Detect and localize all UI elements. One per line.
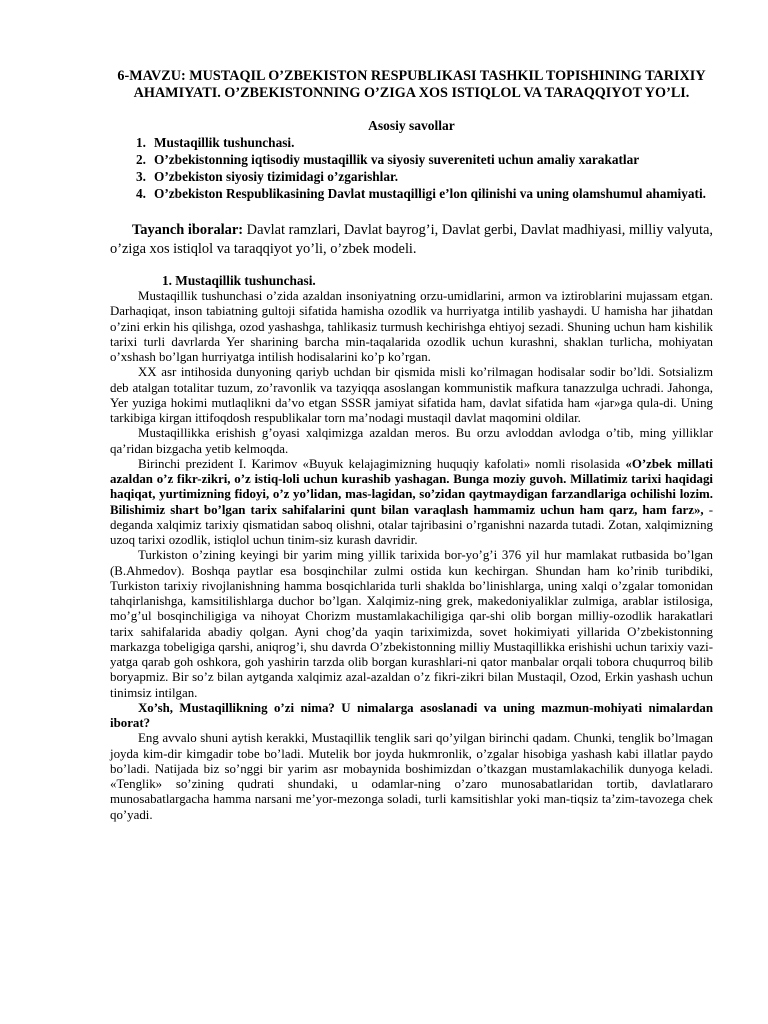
paragraph: Mustaqillik tushunchasi o’zida azaldan insoniyatning orzu-umidlarini, armon va iztiroblarini mujassam etgan. Darhaqiqat, inson tabiatning gultoji sifatida hamisha ozodlik va hurriyatga intilib yashaydi. U hamisha har jihatdan o’zini erkin his qilishga, ozod yashashga, tahlikasiz turmush kechirishga ehtiyoj sezadi. Shuning uchun ham kishilik tarixi turli davrlarda Yer sharining barcha min-taqalarida ozodlik uchun kurashni, shaklan turlicha, mohiyatan o’xshash bo’lgan hurriyatga intilish hodisalarini ko’p ko’rgan. xyxy=(110,289,713,364)
question-number: 4. xyxy=(136,186,146,201)
quote-text: «O’zbek millati azaldan o’z fikr-zikri, o’z istiq-loli uchun kurashib yashagan. Bunga moziy guvoh. Millatimiz tarixi haqidagi haqiqat, yurtimizning fidoyi, o’z yo’lidan, mas-lagidan, so’zidan qaytmaydigan farzandlariga ochilishi lozim. Bilishimiz shart bo’lgan tarix sahifalarini qunt bilan varaqlash hammamiz uchun ham qarz, ham farz», xyxy=(110,456,713,517)
question-text: O’zbekistonning iqtisodiy mustaqillik va siyosiy suvereniteti uchun amaliy xarakatlar xyxy=(154,152,640,167)
question-item xyxy=(110,134,713,151)
question-text: O’zbekiston siyosiy tizimidagi o’zgarishlar. xyxy=(154,169,399,184)
question-text: O’zbekiston Respublikasining Davlat mustaqilligi e’lon qilinishi va uning olamshumul ahamiyati. xyxy=(154,186,706,201)
paragraph: Turkiston o’zining keyingi bir yarim ming yillik tarixida bor-yo’g’i 376 yil hur mamlakat rutbasida bo’lgan (B.Ahmedov). Boshqa paytlar esa bosqinchilar zulmi ostida kun kechirgan. Shundan ham ko’rinib turibdiki, Turkiston tarixiy rivojlanishning hamma bosqichlarida turli shaklda bo’linishlarga, uning xalqi o’zgalar tomonidan tahqirlanishga, kamsitilishlarga duchor bo’lgan. Xalqimiz-ning grek, makedoniyaliklar zulmiga, arablar istilosiga, mo’g’ul bosqinchiligiga va nihoyat Chorizm mustamlakachiligiga qar-shi olib borgan milliy-ozodlik harakatlari tarix sahifalarida abadiy qolgan. Ayni chog’da yaqin tariximizda, sovet hokimiyati yillarida O’zbekistonning markazga tobeligiga qarshi, aniqrog’i, shu davrda O’zbekistonning milliy Mustaqillikka erishishi uchun tarixiy vazi-yatga qarab goh oshkora, goh yashirin tarzda olib borgan kurashlari-ni qator manbalar orqali tobora chuqurroq bilib boryapmiz. Bir so’z bilan aytganda xalqimiz azal-azaldan o’z fikri-zikri bilan Mustaqil, Ozod, Erkin yashash uchun tinimsiz intilgan. xyxy=(110,548,713,700)
paragraph: Mustaqillikka erishish g’oyasi xalqimizga azaldan meros. Bu orzu avloddan avlodga o’tib, ming yilliklar qa’ridan bizgacha yetib kelmoqda. xyxy=(110,426,713,456)
key-terms xyxy=(110,221,713,259)
question-number: 3. xyxy=(136,169,146,184)
key-terms-label: Tayanch iboralar: xyxy=(132,222,244,238)
paragraph-text: Birinchi prezident I. Karimov «Buyuk kelajagimizning huquqiy kafolati» nomli risolasida xyxy=(138,456,626,471)
question-text: Mustaqillik tushunchasi. xyxy=(154,135,295,150)
questions-heading: Asosiy savollar xyxy=(368,118,455,133)
section-heading: 1. Mustaqillik tushunchasi. xyxy=(162,273,316,288)
question-item xyxy=(110,151,713,168)
paragraph-text: - deganda xalqimiz tarixiy qismatidan saboq olishni, otalar tajribasini o’rganishni nazarda tutadi. Zotan, xalqimizning uzoq tarixi ozodlik, istiqlol uchun tinim-siz kurash davridir. xyxy=(110,502,714,547)
bold-question-paragraph: Xo’sh, Mustaqillikning o’zi nima? U nimalarga asoslanadi va uning mazmun-mohiyati nimalardan iborat? xyxy=(110,700,713,731)
paragraph xyxy=(110,457,713,549)
document-title: 6-MAVZU: MUSTAQIL O’ZBEKISTON RESPUBLIKASI TASHKIL TOPISHINING TARIXIY AHAMIYATI. O’ZBEKISTONNING O’ZIGA XOS ISTIQLOL VA TARAQQIYOT YO’LI. xyxy=(117,68,706,101)
key-terms-text: Davlat ramzlari, Davlat bayrog’i, Davlat gerbi, Davlat madhiyasi, milliy valyuta, o’ziga xos istiqlol va taraqqiyot yo’li, o’zbek modeli. xyxy=(110,222,713,257)
question-number: 2. xyxy=(136,152,146,167)
question-item xyxy=(110,185,713,202)
paragraph: XX asr intihosida dunyoning qariyb uchdan bir qismida misli ko’rilmagan hodisalar sodir bo’ldi. Sotsializm deb atalgan totalitar tuzum, zo’ravonlik va tazyiqqa asoslangan kommunistik mafkura tanazzulga uchradi. Jahonga, Yer yuziga hokimi mutlaqlikni da’vo etgan SSSR jamiyat sifatida ham, davlat sifatida ham «jar»ga qula-di. Uning tarkibiga kirgan ittifoqdosh respublikalar torn ma’nodagi mustaqil davlat maqomini oldilar. xyxy=(110,365,713,425)
paragraph: Eng avvalo shuni aytish kerakki, Mustaqillik tenglik sari qo’yilgan birinchi qadam. Chunki, tenglik bo’lmagan joyda kim-dir kimgadir tobe bo’ladi. Mutelik bor joyda hukmronlik, o’zgalar hisobiga yashash kabi illatlar paydo bo’ladi. Natijada biz so’nggi bir yarim asr mobaynida boshimizdan o’tkazgan mustamlakachilik dunyoga keladi. «Tenglik» so’zining qudrati shundaki, u odamlar-ning o’zaro munosabatlaridan tortib, davlatlararo munosabatlargacha hamma narsani me’yor-mezonga soladi, turli kamsitishlar yoki man-tiqsiz ta’zim-tavozega chek qo’yadi. xyxy=(110,731,713,822)
document-page xyxy=(110,68,713,823)
question-number: 1. xyxy=(136,135,146,150)
question-item xyxy=(110,168,713,185)
questions-list xyxy=(110,134,713,202)
